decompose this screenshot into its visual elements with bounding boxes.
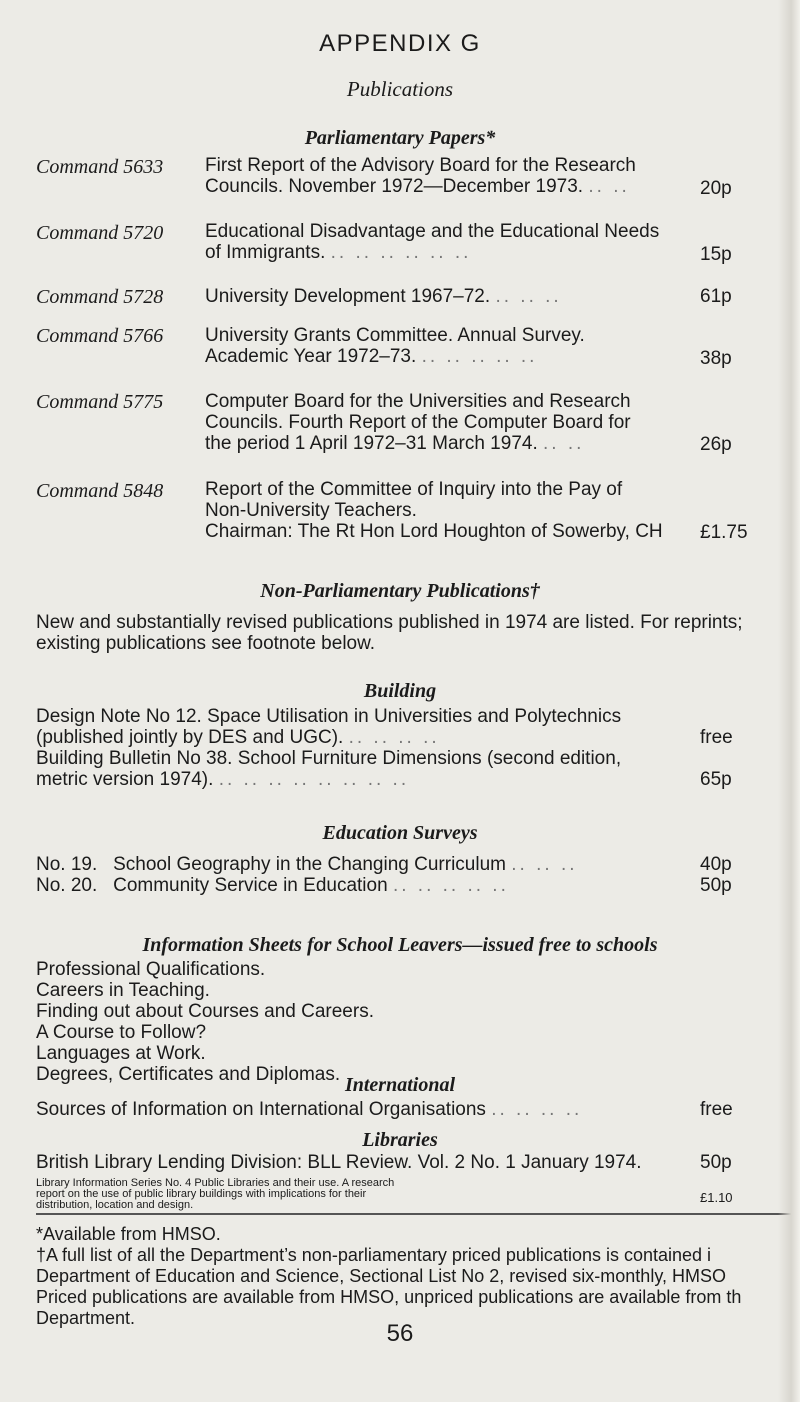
command-number: Command 5633 <box>36 156 164 178</box>
command-number: Command 5848 <box>36 480 164 502</box>
footnote-dagger-line: Department of Education and Science, Sectional List No 2, revised six-monthly, HMSO <box>36 1266 726 1286</box>
survey-price: 50p <box>700 875 732 896</box>
building-items: Design Note No 12. Space Utilisation in Universities and Polytechnics (published jointly by DES and UGC). .. .. .. .. Building Bulletin No 38. School Furniture Dimensions (second edition, metric version 1974). .. .. .. .. .. .. .. .. <box>36 706 622 790</box>
non-parliamentary-heading: Non-Parliamentary Publications† <box>260 580 540 602</box>
library-series-price: £1.10 <box>700 1190 733 1205</box>
education-surveys-heading: Education Surveys <box>322 822 478 844</box>
command-number: Command 5728 <box>36 286 164 308</box>
command-title: Educational Disadvantage and the Educational Needs of Immigrants. .. .. .. .. .. .. <box>205 221 660 263</box>
page-edge-shadow <box>778 0 800 1402</box>
list-item: Degrees, Certificates and Diplomas. <box>36 1064 341 1085</box>
library-series-item: Library Information Series No. 4 Public Libraries and their use. A research report on the use of public library buildings with implications for their distribution, location and design. <box>36 1177 395 1211</box>
building-price-2: 65p <box>700 769 732 790</box>
list-item: Professional Qualifications. <box>36 959 266 980</box>
survey-item: No. 20. Community Service in Education .. .. .. .. .. <box>36 875 509 896</box>
list-item: Careers in Teaching. <box>36 980 210 1001</box>
command-title: Report of the Committee of Inquiry into the Pay of Non-University Teachers. Chairman: The Rt Hon Lord Houghton of Sowerby, CH <box>205 479 663 542</box>
building-price-1: free <box>700 727 733 748</box>
libraries-heading: Libraries <box>362 1129 438 1151</box>
libraries-price: 50p <box>700 1152 732 1173</box>
list-item: Finding out about Courses and Careers. <box>36 1001 374 1022</box>
command-price: 61p <box>700 286 732 307</box>
information-sheets-heading: Information Sheets for School Leavers—issued free to schools <box>142 934 658 956</box>
command-price: 20p <box>700 178 732 199</box>
publications-heading: Publications <box>346 77 454 101</box>
appendix-title: APPENDIX G <box>319 30 481 57</box>
footnote-dagger-line: Department. <box>36 1308 136 1328</box>
command-price: 38p <box>700 348 732 369</box>
libraries-item: British Library Lending Division: BLL Review. Vol. 2 No. 1 January 1974. <box>36 1152 642 1173</box>
list-item: A Course to Follow? <box>36 1022 207 1043</box>
information-sheets-list <box>36 959 374 1085</box>
command-number: Command 5766 <box>36 325 164 347</box>
footnote-divider <box>36 1213 800 1215</box>
footnote-star: *Available from HMSO. <box>36 1224 221 1244</box>
international-heading: International <box>344 1074 456 1096</box>
list-item: Languages at Work. <box>36 1043 206 1064</box>
international-price: free <box>700 1099 733 1120</box>
command-number: Command 5775 <box>36 391 164 413</box>
parliamentary-papers-heading: Parliamentary Papers* <box>304 127 496 149</box>
footnotes <box>36 1224 741 1329</box>
footnote-dagger-line: Priced publications are available from HMSO, unpriced publications are available from th <box>36 1287 742 1307</box>
intro-paragraph: New and substantially revised publications published in 1974 are listed. For reprints; existing publications see footnote below. <box>36 612 743 654</box>
command-title: First Report of the Advisory Board for the Research Councils. November 1972—December 1973. .. .. <box>205 155 636 197</box>
command-title: University Development 1967–72. .. .. .. <box>205 286 562 307</box>
command-title: Computer Board for the Universities and Research Councils. Fourth Report of the Computer Board for the period 1 April 1972–31 March 1974. .. .. <box>205 391 631 454</box>
page-number: 56 <box>386 1320 414 1347</box>
command-price: 15p <box>700 244 732 265</box>
survey-price: 40p <box>700 854 732 875</box>
command-number: Command 5720 <box>36 222 164 244</box>
command-price: 26p <box>700 434 732 455</box>
international-item: Sources of Information on International Organisations .. .. .. .. <box>36 1099 583 1120</box>
command-price: £1.75 <box>700 522 748 543</box>
building-heading: Building <box>363 680 437 702</box>
footnote-dagger-line: †A full list of all the Department’s non-parliamentary priced publications is contained i <box>36 1245 712 1265</box>
command-title: University Grants Committee. Annual Survey. Academic Year 1972–73. .. .. .. .. .. <box>205 325 585 367</box>
survey-item: No. 19. School Geography in the Changing Curriculum .. .. .. <box>36 854 578 875</box>
